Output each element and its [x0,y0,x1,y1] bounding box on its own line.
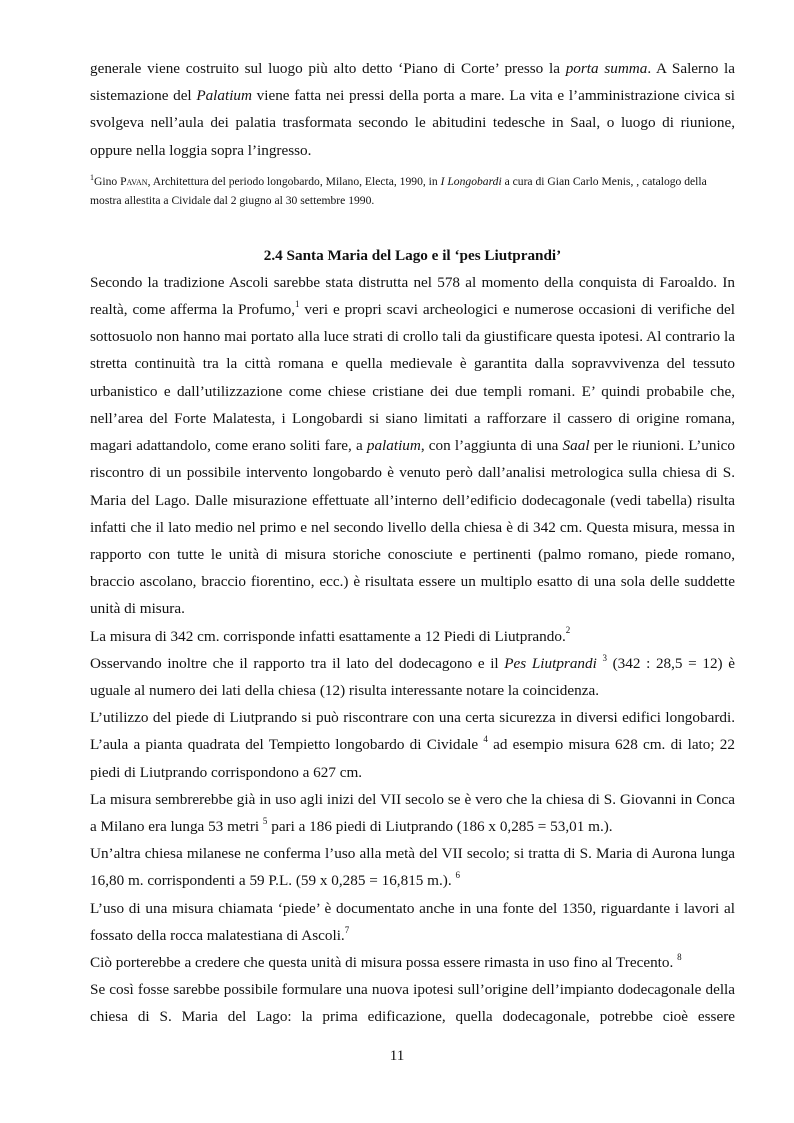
p2-text: La misura di 342 cm. corrisponde infatti esattamente a 12 Piedi di Liutprando. [90,627,566,645]
footnote-ref-5: 5 [262,815,268,826]
paragraph-6 [90,840,735,894]
footnote-number: 1 [90,172,94,182]
footnote [90,168,735,210]
p1-text-a: Secondo la tradizione Ascoli sarebbe stata distrutta nel 578 al momento della conquista di Faroaldo. In realtà, come afferma la Profumo, [90,273,735,319]
footnote-ref-4: 4 [483,734,488,745]
p4-text-b: ad esempio misura 628 cm. di lato; 22 piedi di Liutprando corrispondono a 627 cm. [90,736,735,781]
paragraph-3 [90,650,735,704]
paragraph-2 [90,623,735,650]
p3-text-b: (342 : 28,5 = 12) è uguale al numero dei lati della chiesa (12) risulta interessante notare la coincidenza. [90,654,735,699]
footnote-ref-8: 8 [677,951,682,962]
p3-text-a: Osservando inoltre che il rapporto tra il lato del dodecagono e il [90,654,505,672]
footnote-ref-3: 3 [602,652,607,663]
footnote-text-1: , Architettura del periodo longobardo, Milano, Electa, 1990, in [147,174,441,188]
footnote-ref-2: 2 [565,625,571,636]
p5-text-b: pari a 186 piedi di Liutprando (186 x 0,285 = 53,01 m.). [267,817,613,835]
p1-text-c: , con l’aggiunta di una [420,437,563,455]
footnote-book-title: I Longobardi [440,174,502,188]
p1-text-d: per le riunioni. L’unico riscontro di un possibile intervento longobardo è venuto però dall’analisi metrologica sulla chiesa di S. Maria del Lago. Dalle misurazione effettuate all’interno dell’edificio dodecagonale (vedi tabella) risulta infatti che il lato medio nel primo e nel secondo livello della chiesa è di 342 cm. Questa misura, messa in rapporto con tutte le unità di misura storiche conosciute e pertinenti (palmo romano, piede romano, braccio ascolano, braccio fiorentino, ecc.) è risultata essere un multiplo esatto di una sola delle suddette unità di misura. [90,437,735,618]
p3-italic-pes-liutprandi: Pes Liutprandi [504,654,597,672]
p5-text-a: La misura sembrerebbe già in uso agli inizi del VII secolo se è vero che la chiesa di S. Giovanni in Conca a Milano era lunga 53 metri [90,790,735,835]
intro-text-c: viene fatta nei pressi della porta a mare. La vita e l’amministrazione civica si svolgeva nell’aula dei palatia trasformata secondo le abitudini tedesche in Saal, o luogo di riunione, oppure nella loggia sopra l’ingresso. [90,87,735,159]
p7-text: L’uso di una misura chiamata ‘piede’ è documentato anche in una fonte del 1350, riguardante i lavori al fossato della rocca malatestiana di Ascoli. [90,899,735,944]
footnote-text-2: a cura di Gian Carlo Menis, , catalogo della mostra allestita a Cividale dal 2 giugno al 30 settembre 1990. [90,174,707,207]
page-number: 11 [389,1047,405,1064]
intro-paragraph [90,55,735,164]
footnote-author-last: Pavan [120,174,148,188]
p8-text: Ciò porterebbe a credere che questa unità di misura possa essere rimasta in uso fino al Trecento. [90,953,674,971]
paragraph-4 [90,704,735,786]
p1-italic-palatium: palatium [366,437,421,455]
intro-text-a: generale viene costruito sul luogo più alto detto ‘Piano di Corte’ presso la [90,60,566,77]
p4-text-a: L’utilizzo del piede di Liutprando si può riscontrare con una certa sicurezza in diversi edifici longobardi. L’aula a pianta quadrata del Tempietto longobardo di Cividale [90,709,735,754]
intro-italic-palatium: Palatium [196,87,252,105]
footnote-ref-1: 1 [295,299,300,310]
paragraph-1 [90,269,735,623]
paragraph-7 [90,895,735,949]
page-body [90,55,735,1031]
intro-text-b: . A Salerno la sistemazione del [90,60,735,105]
intro-italic-porta-summa: porta summa [565,60,648,77]
footnote-ref-7: 7 [344,924,350,935]
paragraph-8 [90,949,735,976]
footnote-1 [90,168,735,210]
p6-text: Un’altra chiesa milanese ne conferma l’uso alla metà del VII secolo; si tratta di S. Maria di Aurona lunga 16,80 m. corrispondenti a 59 P.L. (59 x 0,285 = 16,815 m.). [90,845,735,890]
footnote-ref-6: 6 [455,870,460,881]
paragraph-5 [90,786,735,840]
p1-italic-saal: Saal [562,437,590,455]
footnote-author-first: Gino [94,174,121,188]
p1-text-b: veri e propri scavi archeologici e numerose occasioni di verifiche del sottosuolo non hanno mai portato alla luce strati di crollo tali da giustificare questa ipotesi. Al contrario la stretta continuità tra la città romana e quella medievale è garantita dalla sopravvivenza del tessuto urbanistico e dall’utilizzazione come chiese cristiane dei due templi romani. E’ quindi probabile che, nell’area del Forte Malatesta, i Longobardi si siano limitati a rafforzare il cassero di origine romana, magari adattandolo, come erano soliti fare, a [90,301,735,455]
paragraph-9 [90,976,735,1030]
p9-text: Se così fosse sarebbe possibile formulare una nuova ipotesi sull’origine dell’impianto dodecagonale della chiesa di S. Maria del Lago: la prima edificazione, quella dodecagonale, potrebbe cioè essere [90,981,735,1026]
section-heading: 2.4 Santa Maria del Lago e il ‘pes Liutprandi’ [263,246,562,264]
